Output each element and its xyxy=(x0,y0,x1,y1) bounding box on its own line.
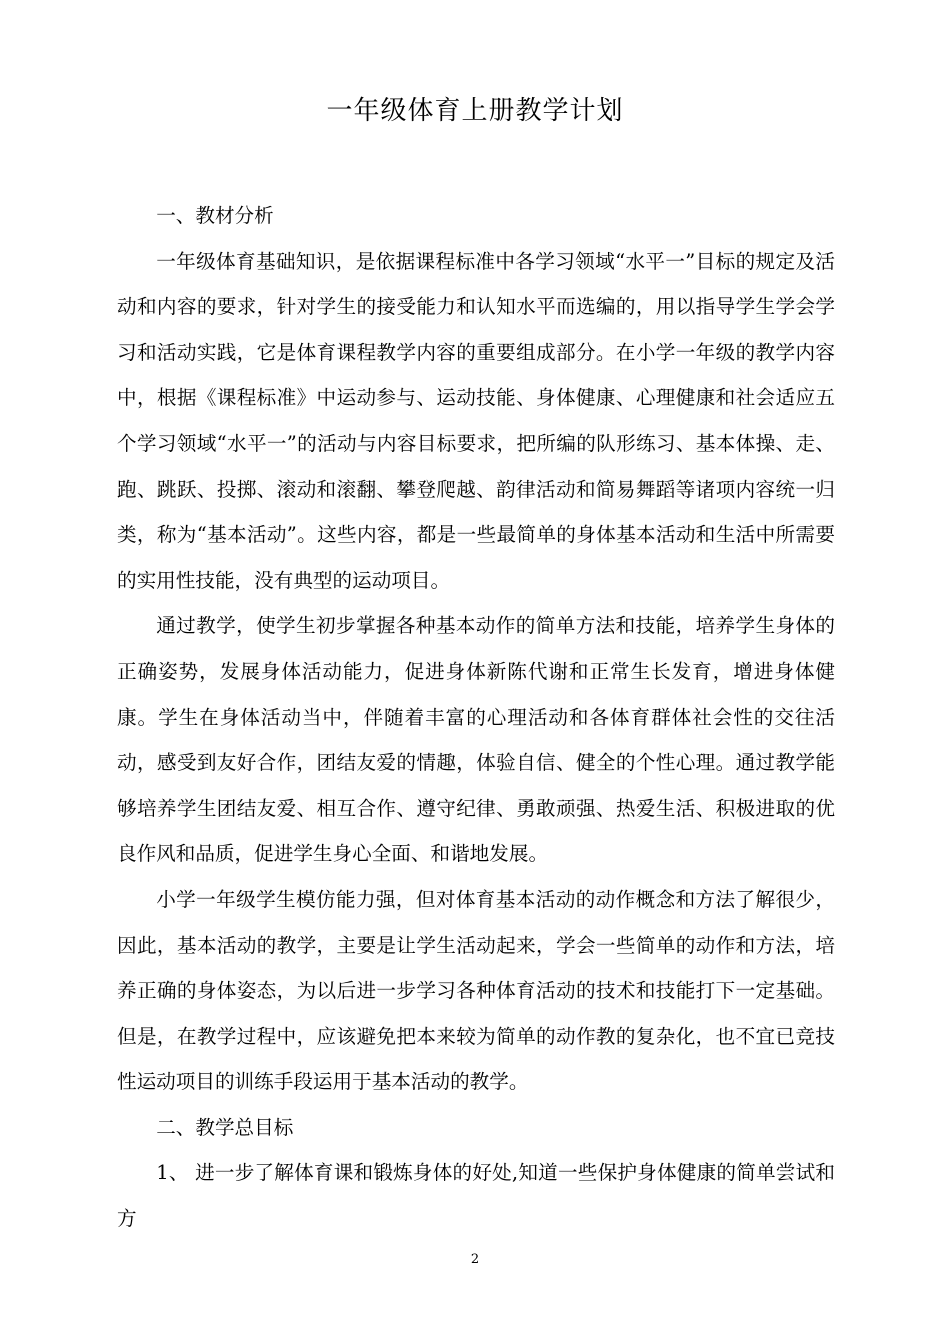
paragraph-basic-knowledge: 一年级体育基础知识，是依据课程标准中各学习领域“水平一”目标的规定及活动和内容的要求，针对学生的接受能力和认知水平而选编的，用以指导学生学会学习和活动实践，它是体育课程教学内容的重要组成部分。在小学一年级的教学内容中，根据《课程标准》中运动参与、运动技能、身体健康、心理健康和社会适应五个学习领域“水平一”的活动与内容目标要求，把所编的队形练习、基本体操、走、跑、跳跃、投掷、滚动和滚翻、攀登爬越、韵律活动和简易舞蹈等诸项内容统一归类，称为“基本活动”。这些内容，都是一些最简单的身体基本活动和生活中所需要的实用性技能，没有典型的运动项目。 xyxy=(117,249,835,592)
document-title: 一年级体育上册教学计划 xyxy=(326,96,624,126)
section-heading-teaching-goals: 二、教学总目标 xyxy=(156,1115,294,1139)
page-number: 2 xyxy=(470,1252,480,1267)
paragraph-teaching-purpose: 通过教学，使学生初步掌握各种基本动作的简单方法和技能，培养学生身体的正确姿势，发展身体活动能力，促进身体新陈代谢和正常生长发育，增进身体健康。学生在身体活动当中，伴随着丰富的心理活动和各体育群体社会性的交往活动，感受到友好合作，团结友爱的情趣，体验自信、健全的个性心理。通过教学能够培养学生团结友爱、相互合作、遵守纪律、勇敢顽强、热爱生活、积极进取的优良作风和品质，促进学生身心全面、和谐地发展。 xyxy=(117,614,835,866)
goal-item-1: 1、 进一步了解体育课和锻炼身体的好处,知道一些保护身体健康的简单尝试和方 xyxy=(117,1161,835,1231)
section-heading-textbook-analysis: 一、教材分析 xyxy=(156,204,274,227)
document-body xyxy=(117,193,835,1242)
paragraph-student-characteristics: 小学一年级学生模仿能力强，但对体育基本活动的动作概念和方法了解很少，因此，基本活动的教学，主要是让学生活动起来，学会一些简单的动作和方法，培养正确的身体姿态，为以后进一步学习各种体育活动的技术和技能打下一定基础。但是，在教学过程中，应该避免把本来较为简单的动作教的复杂化，也不宜已竞技性运动项目的训练手段运用于基本活动的教学。 xyxy=(117,887,835,1094)
